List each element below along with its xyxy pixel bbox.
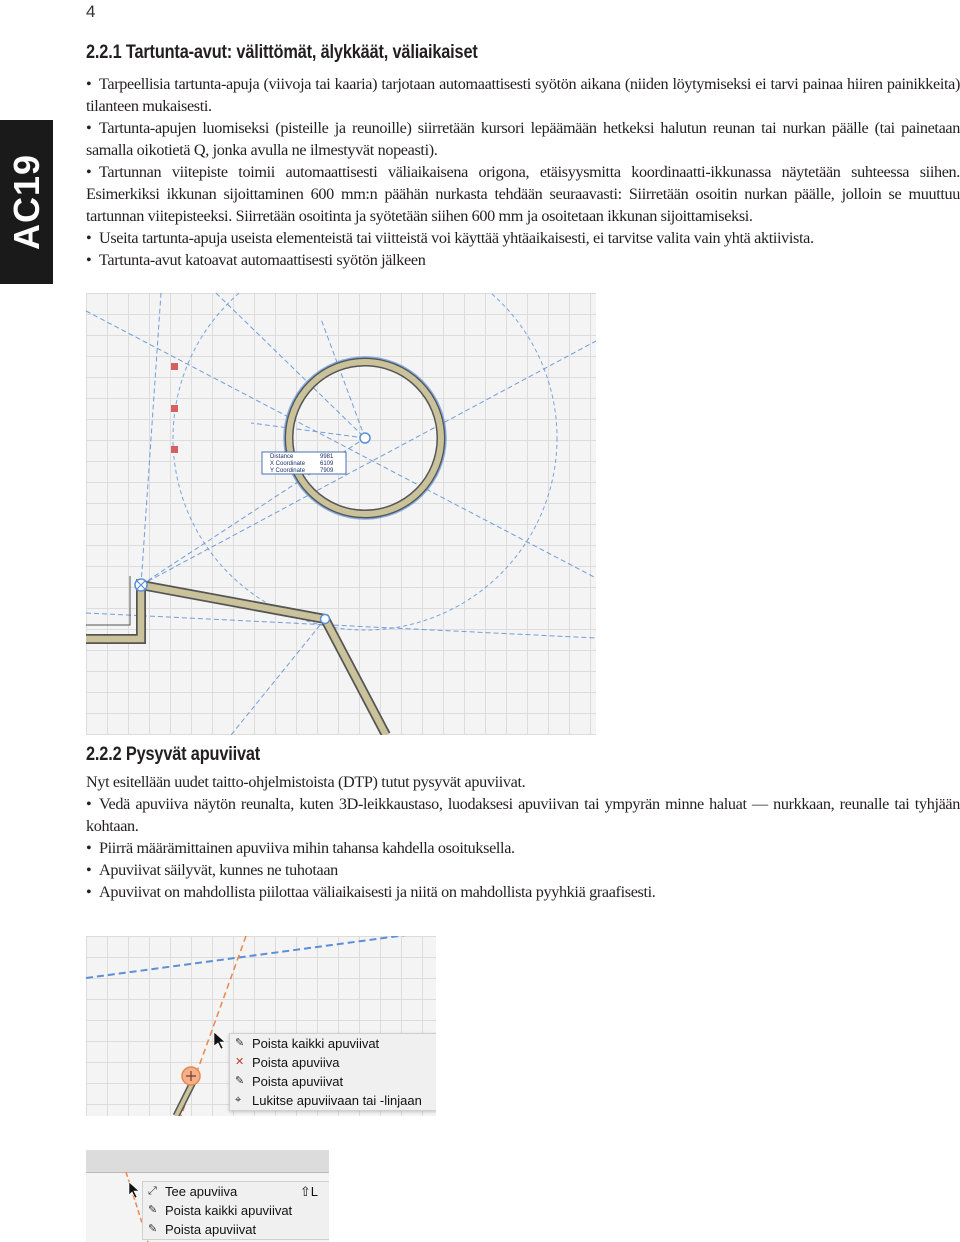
chapter-tab: [0, 120, 53, 284]
eraser-icon: ✎: [148, 1223, 158, 1235]
menu-item-delete-guides[interactable]: ✎ Poista apuviivat: [148, 1222, 257, 1237]
snap-guides-drawing: [86, 293, 596, 735]
cursor-arrow-icon: [214, 1032, 225, 1049]
page-number: 4: [86, 2, 96, 21]
menu-item-delete-guides[interactable]: ✎ Poista apuviivat: [235, 1074, 344, 1089]
tracker-distance-label: Distance: [270, 454, 294, 460]
menu-item-lock-to-guide[interactable]: ⌖ Lukitse apuviivaan tai -linjaan: [235, 1093, 422, 1108]
section-heading: 2.2.2 Pysyvät apuviivat: [86, 744, 261, 765]
tracker-y-value: 7909: [320, 468, 334, 474]
hotspot-marker: [171, 405, 178, 412]
menu-item-delete-all-guides[interactable]: ✎ Poista kaikki apuviivat: [148, 1203, 293, 1218]
snap-center-marker: [360, 433, 370, 443]
section-snap-guides: [86, 42, 960, 64]
list-item: • Apuviivat säilyvät, kunnes ne tuhotaan: [86, 861, 338, 879]
guide-context-figure: [86, 936, 436, 1116]
guide-line: [141, 293, 161, 585]
polyline-wall: [86, 585, 386, 735]
blue-guide-line: [86, 936, 436, 978]
guide-line: [231, 619, 325, 735]
menu-item-delete-guide[interactable]: ✕ Poista apuviiva: [235, 1055, 340, 1070]
guide-line: [321, 319, 365, 438]
guide-create-figure: [86, 1150, 329, 1242]
hotspot-marker: [171, 363, 178, 370]
guide-line: [141, 341, 596, 585]
list-item: • Useita tartunta-apuja useista elementeistä tai viitteistä voi käyttää yhtäaikaisesti, ei tarvitse valita vain yhtä aktiivista.: [86, 229, 814, 247]
list-item: • Vedä apuviiva näytön reunalta, kuten 3D-leikkaustaso, luodaksesi apuviivan tai ympyrän minne haluat — nurkkaan, reunalle tai tyhjään kohtaan.: [86, 795, 960, 835]
list-item: • Tartunnan viitepiste toimii automaattisesti väliaikaisena origona, etäisyysmitta koordinaatti-ikkunassa näytetään suhteessa siihen. Esimerkiksi ikkunan sijoittaminen 600 mm:n päähän nurkasta tehdään seuraavasti: Siirretään osoitin nurkan päälle, jolloin se muuttuu tartunnan viitepisteeksi. Siirretään osoitinta ja syötetään siihen 600 mm ja osoitetaan ikkunan sijoittamiseksi.: [86, 163, 960, 225]
section2-body: [86, 771, 960, 903]
section-guide-lines: [86, 744, 960, 766]
cursor-arrow-icon: [129, 1182, 139, 1198]
lock-guide-icon: ⌖: [235, 1094, 242, 1106]
guide-context-menu: [229, 1033, 436, 1111]
list-item: • Apuviivat on mahdollista piilottaa väliaikaisesti ja niitä on mahdollista pyyhkiä graafisesti.: [86, 883, 656, 901]
guide-line: [251, 423, 365, 438]
hotspot-marker: [171, 446, 178, 453]
tracker-distance-value: 9981: [320, 454, 334, 460]
snap-corner-marker: [321, 615, 330, 624]
draw-guide-icon: ⤢: [148, 1185, 157, 1197]
delete-guide-icon: ✕: [235, 1056, 245, 1068]
guide-line: [86, 311, 596, 578]
menu-item-delete-all-guides[interactable]: ✎ Poista kaikki apuviivat: [235, 1036, 380, 1051]
create-guide-context-menu: [142, 1181, 329, 1240]
menu-item-create-guide[interactable]: ⤢ Tee apuviiva ⇧L: [148, 1184, 318, 1199]
eraser-icon: ✎: [235, 1075, 245, 1087]
tracker-x-label: X Coordinate: [270, 461, 306, 467]
chapter-tab-label: AC19: [5, 153, 47, 251]
eraser-icon: ✎: [235, 1037, 245, 1049]
list-item: • Piirrä määrämittainen apuviiva mihin tahansa kahdella osoituksella.: [86, 839, 515, 857]
eraser-icon: ✎: [148, 1204, 158, 1216]
list-item: • Tartunta-apujen luomiseksi (pisteille ja reunoille) siirretään kursori lepäämään hetkeksi halutun reunan tai nurkan päälle (tai painetaan samalla oikotietä Q, jonka avulla ne ilmestyvät nopeasti).: [86, 119, 960, 159]
snap-guides-figure: [86, 293, 596, 735]
section-heading: 2.2.1 Tartunta-avut: välittömät, älykkäät, väliaikaiset: [86, 42, 478, 63]
section-intro: Nyt esitellään uudet taitto-ohjelmistoista (DTP) tutut pysyvät apuviivat.: [86, 773, 526, 791]
tracker-y-label: Y Coordinate: [270, 468, 305, 474]
shortcut-label: ⇧L: [299, 1184, 318, 1199]
tracker-x-value: 6109: [320, 461, 334, 467]
wall-edge: [86, 576, 130, 625]
list-item: • Tarpeellisia tartunta-apuja (viivoja tai kaaria) tarjotaan automaattisesti syötön aikana (niiden löytymiseksi ei tarvi painaa hiiren painikkeita) tilanteen mukaisesti.: [86, 75, 960, 115]
construction-circle: [173, 293, 557, 630]
section1-bullet-list: [86, 73, 960, 271]
guide-line: [86, 613, 596, 638]
list-item: • Tartunta-avut katoavat automaattisesti syötön jälkeen: [86, 251, 426, 269]
